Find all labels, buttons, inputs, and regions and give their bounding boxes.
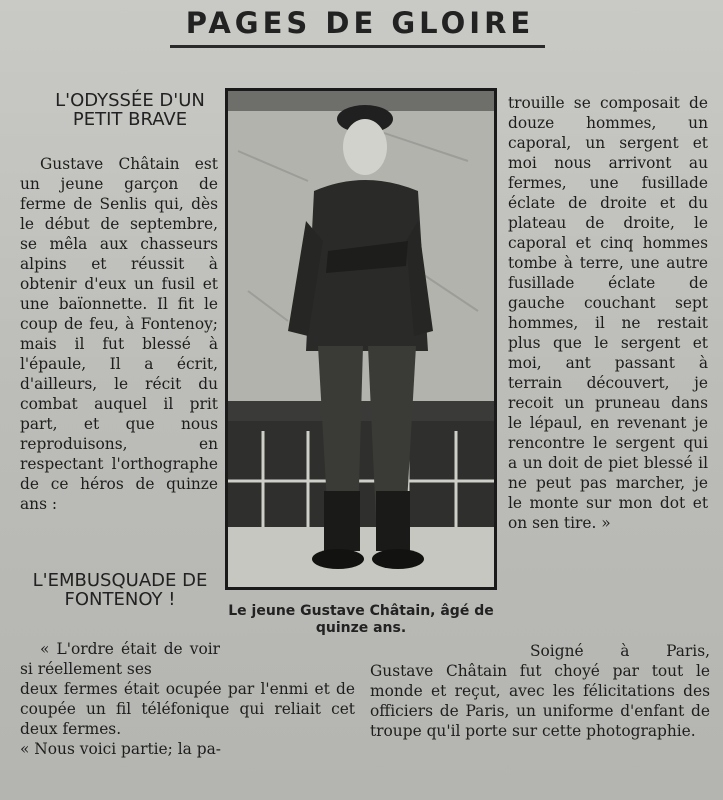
closing-paragraph: Soigné à Paris, Gustave Châtain fut choyé par tout le monde et reçut, avec les félicitations des officiers de Paris, un uniforme d'enfant de troupe qu'il porte sur cette photographie. <box>370 642 710 740</box>
boy-portrait-image <box>228 91 494 587</box>
article-heading: L'ODYSSÉE D'UN PETIT BRAVE <box>55 90 205 130</box>
section-heading: L'EMBUSQUADE DE FONTENOY ! <box>32 570 208 610</box>
page-title: PAGES DE GLOIRE <box>185 6 535 40</box>
article-intro: Gustave Châtain est un jeune garçon de ferme de Senlis qui, dès le début de septembre, se mêla aux chasseurs alpins et réussit à obtenir d'eux un fusil et une baïonnette. Il fit le coup de feu, à Fontenoy; mais il fut blessé à l'épaule, Il a écrit, d'ailleurs, le récit du combat auquel il prit part, et que nous reproduisons, en respectant l'orthographe de ce héros de quinze ans : <box>20 155 218 513</box>
portrait-photo <box>225 88 497 590</box>
photo-caption: Le jeune Gustave Châtain, âgé de quinze ans. <box>228 603 494 636</box>
title-rule <box>170 45 545 48</box>
quote-part2 <box>20 679 355 759</box>
quote-part1: « L'ordre était de voir si réellement ses <box>20 640 220 678</box>
quote-part3-text: « Nous voici partie; la pa- <box>20 740 221 758</box>
quote-part2-text: deux fermes était ocupée par l'enmi et de coupée un fil téléfonique qui reliait cet deux fermes. <box>20 680 355 738</box>
quote-continuation: trouille se composait de douze hommes, un caporal, un sergent et moi nous arrivont au fermes, une fusillade éclate de droite et du plateau de droite, le caporal et cinq hommes tombe à terre, une autre fusillade éclate de gauche couchant sept hommes, il ne restait plus que le sergent et moi, ant passant à terrain découvert, je recoit un pruneau dans le lépaul, en revenant je rencontre le sergent qui a un doit de piet blessé il ne peut pas marcher, je le monte sur mon dot et on sen tire. » <box>508 94 708 532</box>
